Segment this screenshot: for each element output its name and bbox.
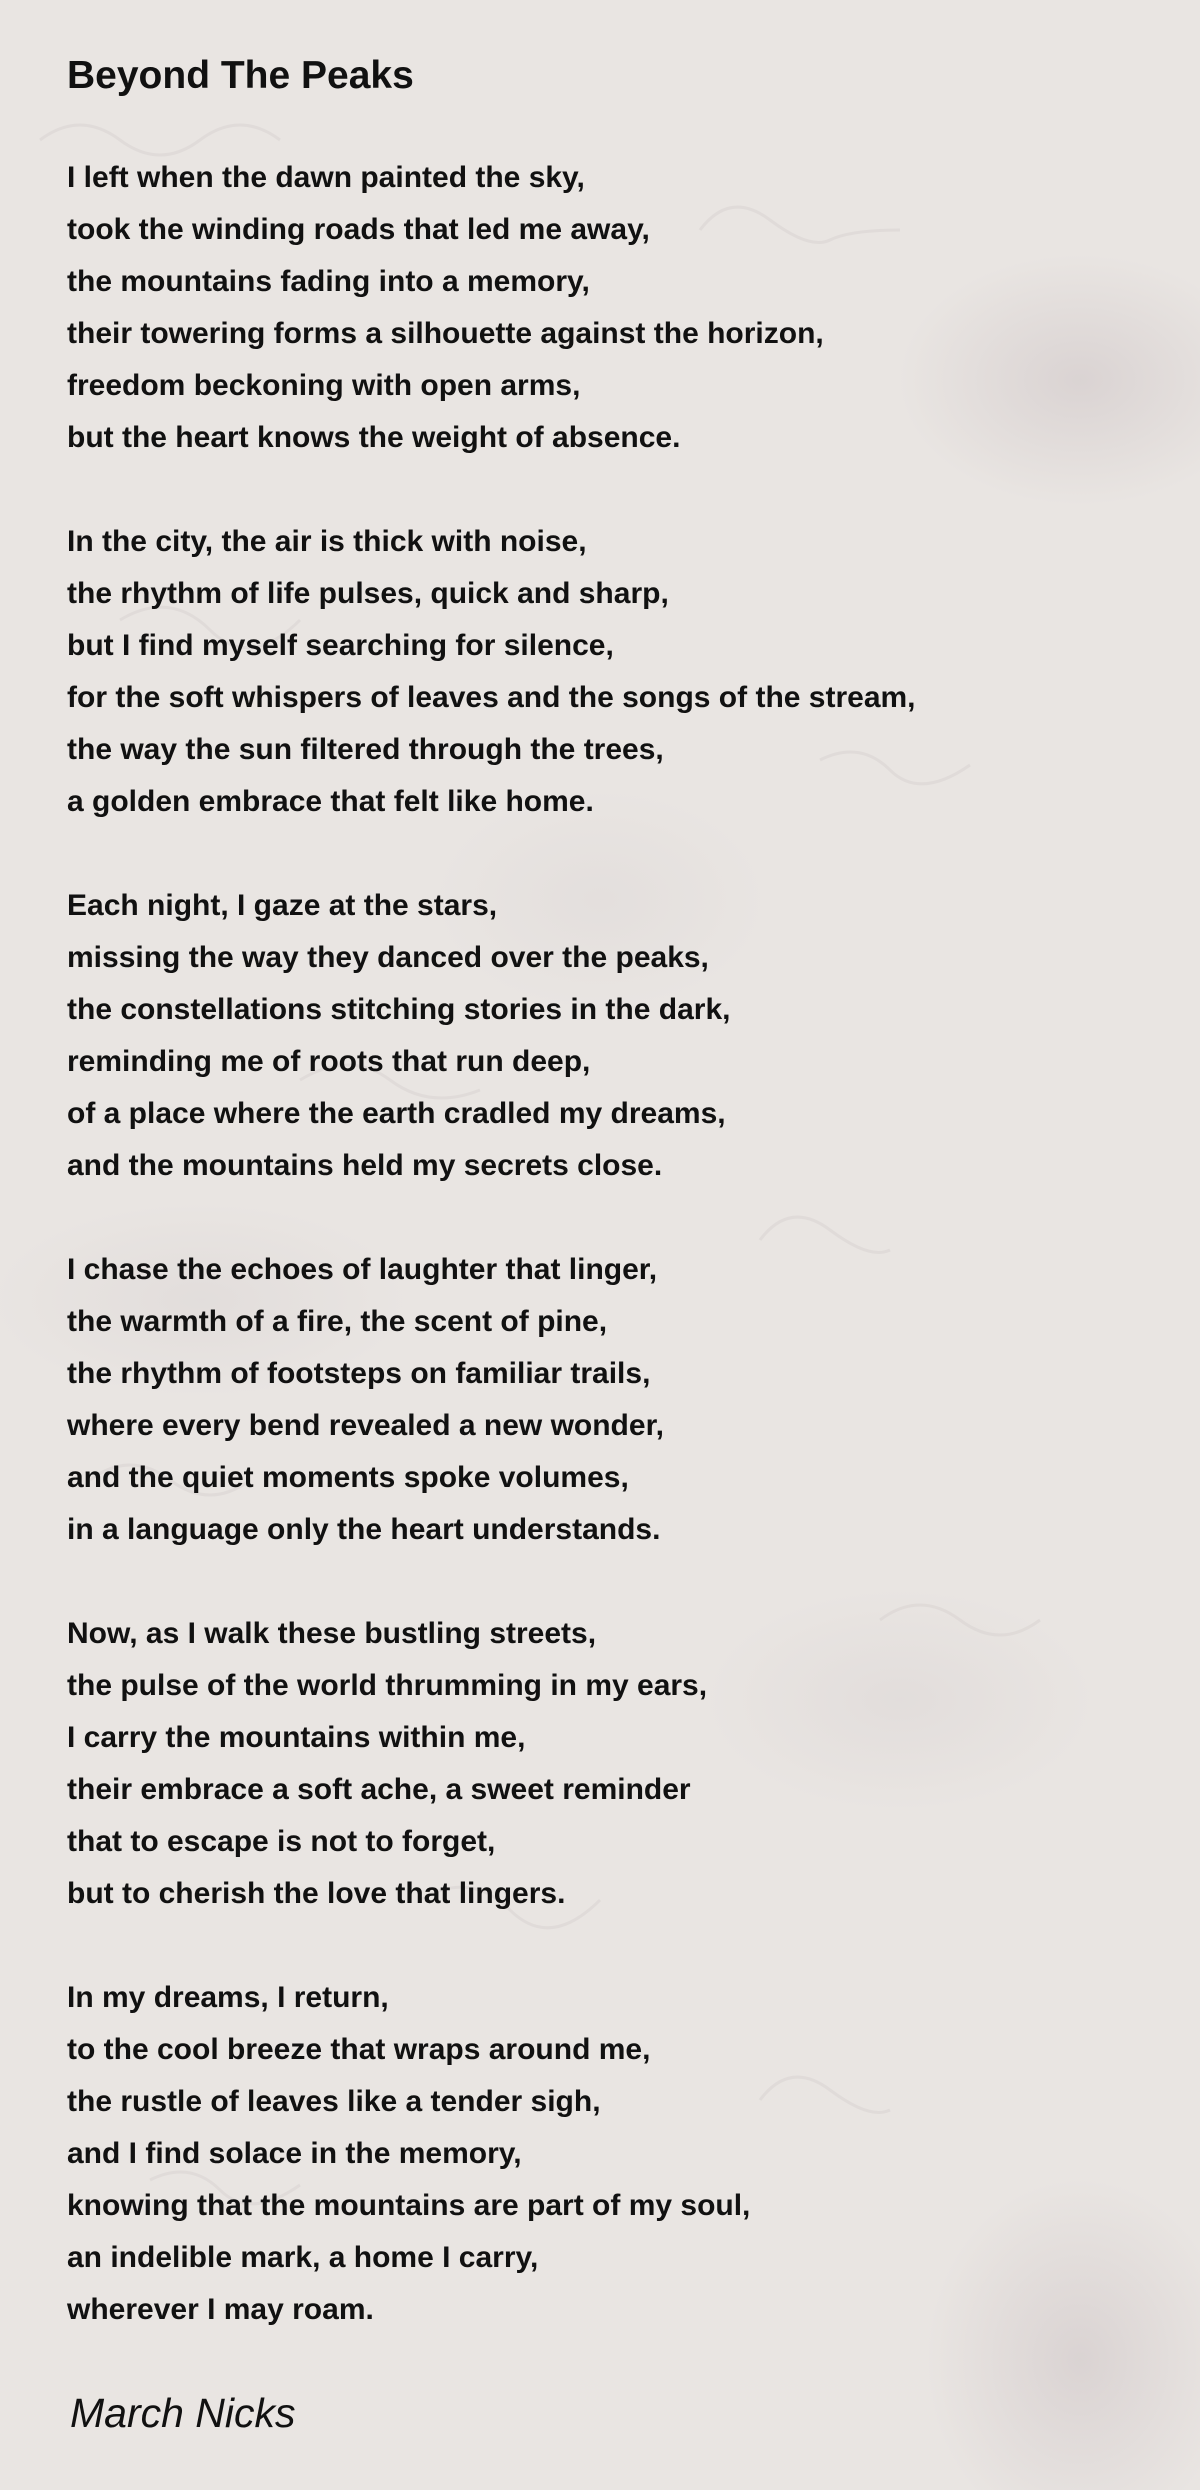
poem-line: knowing that the mountains are part of my soul,: [67, 2189, 751, 2222]
poem-line: In my dreams, I return,: [67, 1981, 389, 2014]
stanza-3: [67, 880, 916, 1192]
poem-line: took the winding roads that led me away,: [67, 213, 650, 246]
poem-line: where every bend revealed a new wonder,: [67, 1409, 664, 1442]
poem-line: in a language only the heart understands.: [67, 1513, 661, 1546]
poem-line: their embrace a soft ache, a sweet reminder: [67, 1773, 691, 1806]
poem-line: the constellations stitching stories in the dark,: [67, 993, 731, 1026]
poem-author: March Nicks: [70, 2390, 296, 2436]
poem-line: but to cherish the love that lingers.: [67, 1877, 566, 1910]
poem-line: wherever I may roam.: [67, 2293, 374, 2326]
poem-line: I carry the mountains within me,: [67, 1721, 526, 1754]
poem-line: an indelible mark, a home I carry,: [67, 2241, 539, 2274]
poem-line: the warmth of a fire, the scent of pine,: [67, 1305, 608, 1338]
poem-body: [67, 152, 916, 2388]
poem-line: and the quiet moments spoke volumes,: [67, 1461, 629, 1494]
poem-line: reminding me of roots that run deep,: [67, 1045, 591, 1078]
poem-title: Beyond The Peaks: [67, 54, 414, 97]
stanza-4: [67, 1244, 916, 1556]
poem-line: the rustle of leaves like a tender sigh,: [67, 2085, 601, 2118]
poem-line: of a place where the earth cradled my dreams,: [67, 1097, 726, 1130]
poem-line: Now, as I walk these bustling streets,: [67, 1617, 597, 1650]
poem-line: that to escape is not to forget,: [67, 1825, 496, 1858]
poem-line: missing the way they danced over the peaks,: [67, 941, 709, 974]
poem-line: the rhythm of footsteps on familiar trails,: [67, 1357, 651, 1390]
poem-line: the mountains fading into a memory,: [67, 265, 590, 298]
poem-line: In the city, the air is thick with noise,: [67, 525, 587, 558]
poem-line: Each night, I gaze at the stars,: [67, 889, 498, 922]
poem-line: the pulse of the world thrumming in my ears,: [67, 1669, 708, 1702]
poem-line: but I find myself searching for silence,: [67, 629, 614, 662]
poem-line: I chase the echoes of laughter that linger,: [67, 1253, 658, 1286]
poem-line: freedom beckoning with open arms,: [67, 369, 581, 402]
poem-line: I left when the dawn painted the sky,: [67, 161, 585, 194]
stanza-5: [67, 1608, 916, 1920]
poem-line: the rhythm of life pulses, quick and sharp,: [67, 577, 669, 610]
poem-line: but the heart knows the weight of absence.: [67, 421, 681, 454]
stanza-6: [67, 1972, 916, 2336]
stanza-1: [67, 152, 916, 464]
stanza-2: [67, 516, 916, 828]
poem-line: to the cool breeze that wraps around me,: [67, 2033, 651, 2066]
poem-line: for the soft whispers of leaves and the songs of the stream,: [67, 681, 916, 714]
poem-line: their towering forms a silhouette against the horizon,: [67, 317, 824, 350]
poem-line: a golden embrace that felt like home.: [67, 785, 594, 818]
poem-line: and I find solace in the memory,: [67, 2137, 522, 2170]
poem-line: and the mountains held my secrets close.: [67, 1149, 663, 1182]
poem-line: the way the sun filtered through the trees,: [67, 733, 664, 766]
